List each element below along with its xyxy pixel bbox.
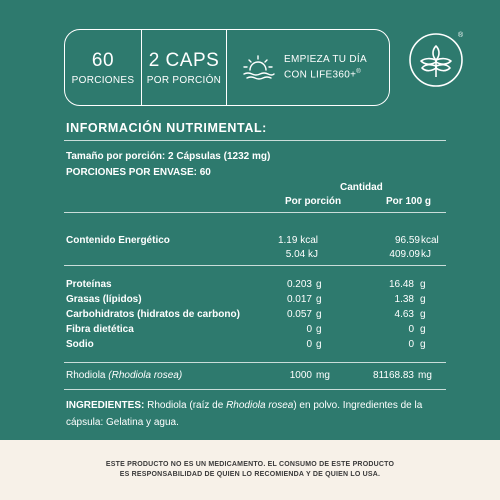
row-serving: 0.017 [286,294,312,305]
row-unit: g [420,279,426,290]
row-unit: g [316,339,322,350]
row-per100: 4.63 [394,309,414,320]
disclaimer-footer [0,440,500,500]
row-label: Proteínas [66,279,112,290]
row-per100: 16.48 [388,279,414,290]
row-unit: g [316,324,322,335]
row-serving: 0.057 [286,309,312,320]
row-label: Carbohidratos (hidratos de carbono) [66,309,240,320]
servings-number: 60 [91,49,115,71]
servings-per-container: PORCIONES POR ENVASE: 60 [66,167,211,178]
row-unit: g [420,324,426,335]
row-serving: 0 [306,339,312,350]
logo-registered-mark: ® [458,32,464,39]
row-unit: g [420,294,426,305]
divider [64,362,446,363]
rhodiola-label: Rhodiola (Rhodiola rosea) [66,370,183,381]
row-label: Sodio [66,339,94,350]
row-per100: 0 [408,339,414,350]
row-unit: g [316,294,322,305]
disclaimer-line1: ESTE PRODUCTO NO ES UN MEDICAMENTO. EL CONSUMO DE ESTE PRODUCTO [105,461,395,468]
row-per100: 0 [408,324,414,335]
divider [64,389,446,390]
sunrise-icon [241,53,275,83]
ingredients: INGREDIENTES: Rhodiola (raíz de Rhodiola rosea) en polvo. Ingredientes de la cápsula: Gelatina y agua. [66,400,423,428]
energy-kj-unit: kJ [421,249,431,260]
energy-label: Contenido Energético [66,235,170,246]
dose-cell [142,30,227,105]
row-unit: g [316,309,322,320]
divider [64,265,446,266]
rhodiola-serving: 1000 [289,370,312,381]
plant-leaves-icon [408,32,464,88]
row-serving: 0.203 [286,279,312,290]
column-header-serving: Por porción [285,196,342,207]
tagline-line1: EMPIEZA TU DÍA [284,54,367,66]
tagline [284,53,367,81]
column-group-header: Cantidad [340,182,383,193]
row-unit: g [420,309,426,320]
nutrition-title: INFORMACIÓN NUTRIMENTAL: [66,121,267,135]
energy-kcal-100g: 96.59 [394,235,420,246]
rhodiola-unit: mg [316,370,330,381]
dose-number: 2 CAPS [148,49,220,71]
row-label: Fibra dietética [66,324,134,335]
column-header-100g: Por 100 g [386,196,432,207]
divider [64,140,446,141]
energy-kcal-unit: kcal [421,235,439,246]
tagline-line2: CON LIFE360+® [284,69,361,81]
serving-info-box [64,29,390,106]
dose-label: POR PORCIÓN [146,74,222,86]
row-serving: 0 [306,324,312,335]
rhodiola-per100: 81168.83 [373,370,414,381]
row-unit: g [420,339,426,350]
divider [64,212,446,213]
servings-label: PORCIONES [71,74,135,86]
rhodiola-unit: mg [418,370,432,381]
energy-kj-100g: 409.09 [389,249,420,260]
energy-kcal-serving: 1.19 kcal [277,235,318,246]
serving-size: Tamaño por porción: 2 Cápsulas (1232 mg) [66,151,271,162]
disclaimer-line2: ES RESPONSABILIDAD DE QUIEN LO RECOMIENDA Y DE QUIEN LO USA. [119,471,381,478]
ingredients-label: INGREDIENTES: [66,400,145,411]
row-per100: 1.38 [394,294,414,305]
servings-cell [65,30,142,105]
energy-kj-serving: 5.04 kJ [285,249,318,260]
row-label: Grasas (lípidos) [66,294,142,305]
tagline-cell [227,30,389,105]
row-unit: g [316,279,322,290]
